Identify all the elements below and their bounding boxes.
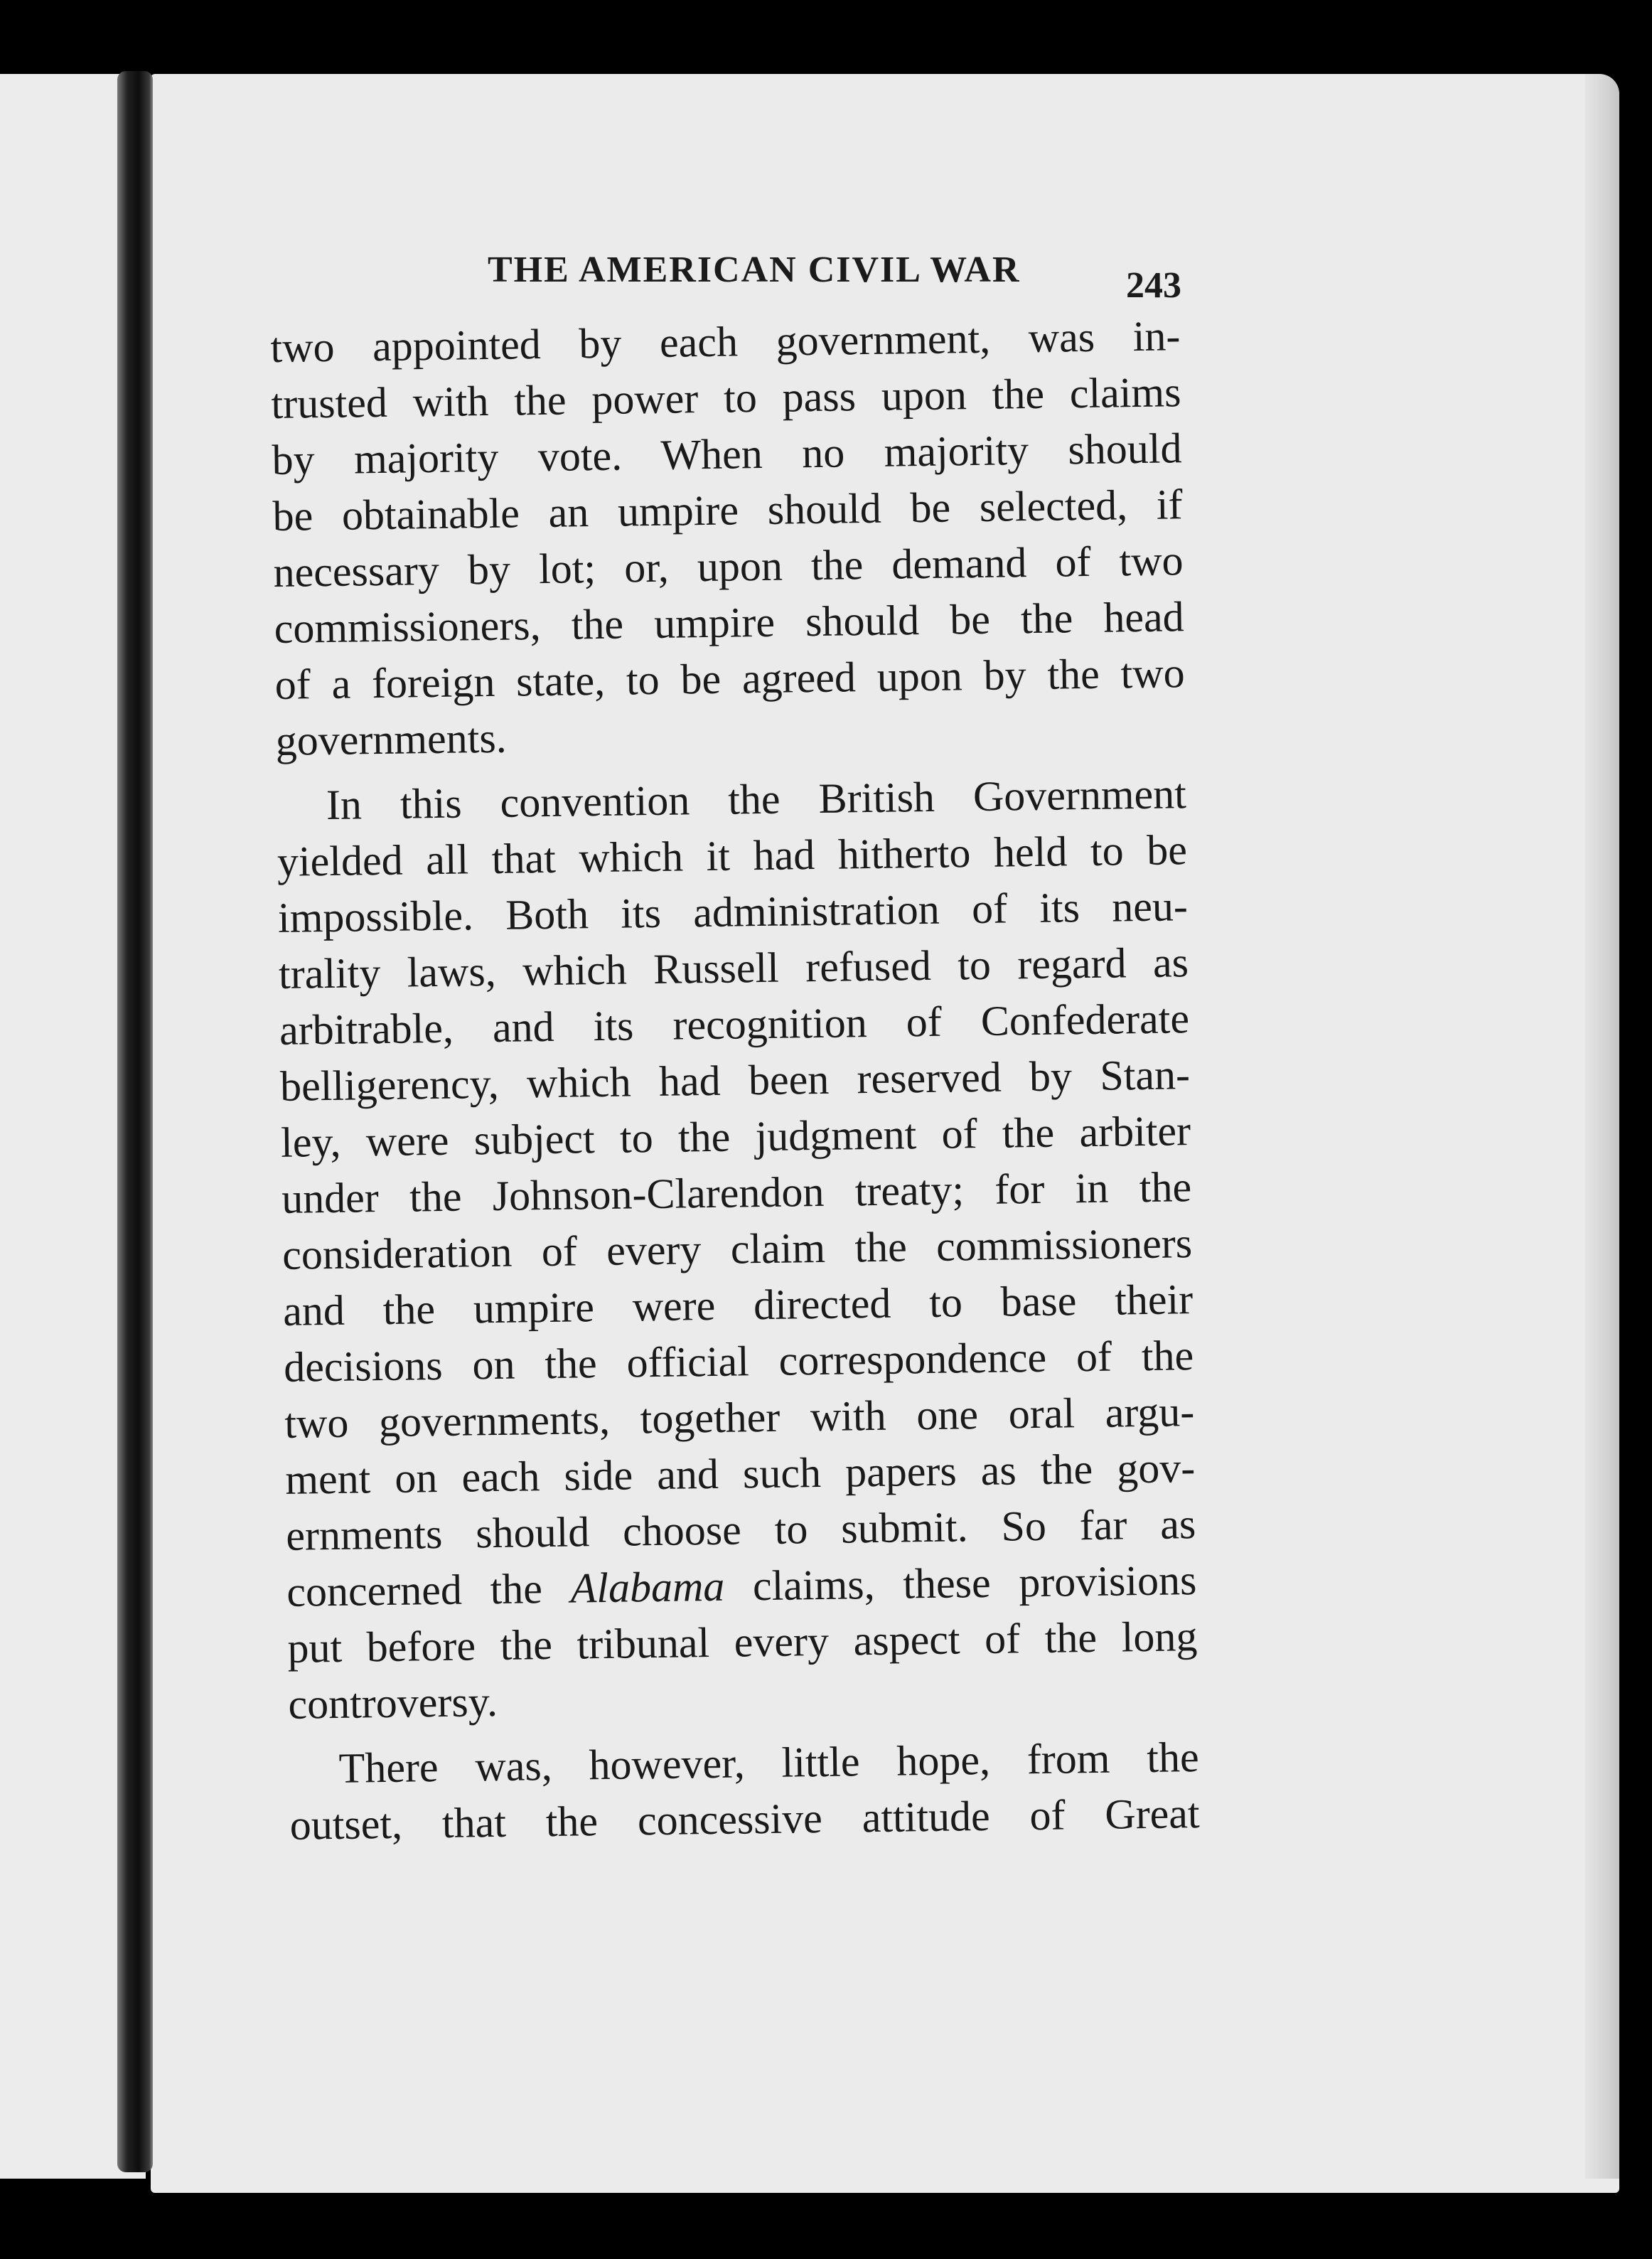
text-line: and the umpire were directed to base their (282, 1276, 1194, 1335)
text-line: ment on each side and such papers as the gov- (284, 1444, 1196, 1503)
text-line: by majority vote. When no majority should (272, 424, 1182, 484)
text-line: be obtainable an umpire should be selected, if (272, 481, 1183, 540)
italic-ship-name: Alabama (570, 1562, 725, 1612)
text-segment: claims, these provisions (724, 1556, 1197, 1610)
text-line: under the Johnson-Clarendon treaty; for in the (281, 1163, 1192, 1222)
text-line: trality laws, which Russell refused to regard as (278, 939, 1189, 998)
text-line: put before the tribunal every aspect of the long (287, 1613, 1198, 1672)
text-line: ley, were subject to the judgment of the arbiter (280, 1107, 1191, 1166)
text-line: necessary by lot; or, upon the demand of two (273, 537, 1184, 596)
page-number: 243 (1126, 265, 1181, 306)
text-line: impossible. Both its administration of its neu- (277, 882, 1189, 941)
body-text (270, 308, 1200, 1854)
text-line: governments. (275, 714, 508, 764)
text-line: In this convention the British Government (326, 770, 1187, 829)
text-line: of a foreign state, to be agreed upon by the two (274, 649, 1186, 708)
text-line: two governments, together with one oral argu- (284, 1388, 1195, 1447)
text-line: yielded all that which it had hitherto held to be (277, 826, 1188, 885)
text-line: controversy. (288, 1677, 498, 1728)
text-line: ernments should choose to submit. So far as (285, 1500, 1196, 1559)
text-segment: concerned the (286, 1564, 572, 1616)
page-fore-edge (1585, 74, 1619, 2179)
text-line: trusted with the power to pass upon the claims (271, 368, 1181, 427)
text-line: consideration of every claim the commissioners (281, 1219, 1193, 1278)
text-line: outset, that the concessive attitude of Great (289, 1790, 1201, 1849)
text-line: two appointed by each government, was in- (270, 312, 1181, 371)
book-gutter (117, 71, 153, 2172)
text-line: arbitrable, and its recognition of Confederate (279, 995, 1190, 1054)
running-head: THE AMERICAN CIVIL WAR (488, 250, 1021, 290)
text-line: commissioners, the umpire should be the head (274, 593, 1185, 652)
text-line: belligerency, which had been reserved by Stan- (279, 1051, 1191, 1110)
text-line: decisions on the official correspondence of the (283, 1332, 1194, 1391)
text-line: There was, however, little hope, from the (338, 1734, 1199, 1792)
